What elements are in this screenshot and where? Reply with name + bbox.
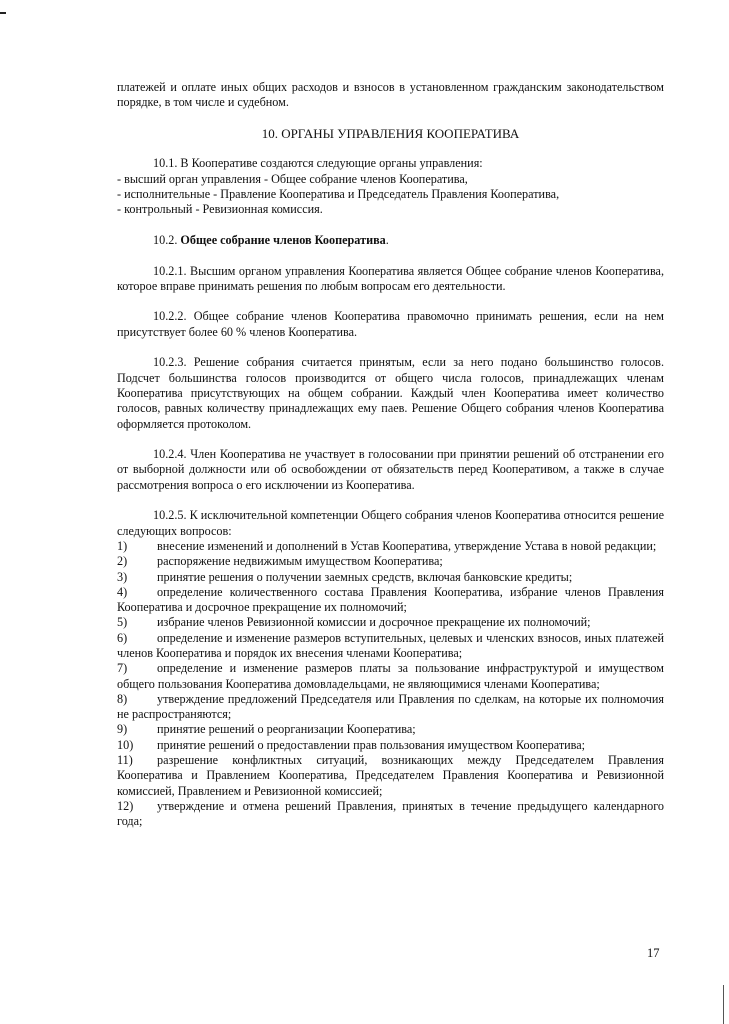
paragraph-10-2-title: Общее собрание членов Кооператива [180, 232, 386, 247]
paragraph-10-1-item-c: - контрольный - Ревизионная комиссия. [117, 202, 323, 217]
list-item [117, 615, 664, 630]
paragraph-10-1-item-a: - высший орган управления - Общее собрание членов Кооператива, [117, 171, 468, 186]
list-item-text: принятие решения о получении заемных средств, включая банковские кредиты; [157, 569, 573, 584]
intro-paragraph: платежей и оплате иных общих расходов и взносов в установленном гражданским законодательством порядке, в том числе и судебном. [117, 80, 664, 110]
page-number: 17 [647, 946, 660, 960]
list-item-number: 9) [117, 722, 128, 737]
scan-corner-mark [0, 12, 6, 14]
list-item-text: принятие решений о предоставлении прав пользования имуществом Кооператива; [157, 737, 586, 752]
list-item-text: определение и изменение размеров вступительных, целевых и членских взносов, иных платежей членов Кооператива и порядок их внесения членами Кооператива; [117, 630, 664, 660]
list-item [117, 661, 664, 692]
list-item-number: 2) [117, 554, 128, 569]
paragraph-10-2 [117, 233, 664, 248]
list-item-text: принятие решений о реорганизации Кооператива; [157, 722, 416, 737]
list-item [117, 722, 664, 737]
list-item-text: утверждение и отмена решений Правления, принятых в течение предыдущего календарного года; [117, 798, 664, 829]
paragraph-10-2-5: 10.2.5. К исключительной компетенции Общего собрания членов Кооператива относится решение следующих вопросов: [117, 508, 664, 538]
list-item [117, 570, 664, 585]
paragraph-10-2-2: 10.2.2. Общее собрание членов Кооператива правомочно принимать решения, если на нем присутствует более 60 % членов Кооператива. [117, 309, 664, 339]
scan-edge-line [723, 985, 724, 1024]
list-item-number: 3) [117, 569, 128, 584]
list-item-text: избрание членов Ревизионной комиссии и досрочное прекращение их полномочий; [157, 615, 591, 630]
list-item-text: разрешение конфликтных ситуаций, возникающих между Председателем Правления Кооператива и Правлением Кооператива, Председателем Правления Кооператива и Ревизионной комиссией, Правлением и Ревизионной комиссией; [117, 753, 664, 798]
list-item [117, 692, 664, 723]
list-item-number: 10) [117, 737, 134, 752]
list-item-text: утверждение предложений Председателя или Правления по сделкам, на которые их полномочия не распространяются; [117, 691, 664, 722]
paragraph-10-2-3: 10.2.3. Решение собрания считается принятым, если за него подано большинство голосов. Подсчет большинства голосов производится от общего числа голосов, принадлежащих членам Кооператива присутствующих на общем собрании. Каждый член Кооператива имеет количество голосов, равных количеству принадлежащих ему паев. Решение Общего собрания членов Кооператива оформляется протоколом. [117, 355, 664, 431]
document-body [117, 80, 664, 830]
competence-list [117, 539, 664, 830]
paragraph-10-2-4: 10.2.4. Член Кооператива не участвует в голосовании при принятии решений об отстранении его от выборной должности или об освобождении от обязательств перед Кооперативом, а также в случае рассмотрения вопроса о его исключении из Кооператива. [117, 447, 664, 492]
list-item [117, 554, 664, 569]
list-item-text: определение количественного состава Правления Кооператива, избрание членов Правления Кооператива и досрочное прекращение их полномочий; [117, 584, 664, 615]
list-item-number: 11) [117, 753, 133, 768]
list-item-text: внесение изменений и дополнений в Устав Кооператива, утверждение Устава в новой редакции; [157, 538, 657, 553]
list-item-number: 12) [117, 798, 134, 813]
list-item [117, 738, 664, 753]
list-item-number: 8) [117, 691, 128, 706]
list-item-number: 5) [117, 615, 128, 630]
list-item-number: 7) [117, 661, 128, 676]
list-item [117, 585, 664, 616]
section-title: 10. ОРГАНЫ УПРАВЛЕНИЯ КООПЕРАТИВА [261, 125, 520, 141]
list-item-number: 4) [117, 584, 128, 599]
list-item [117, 753, 664, 799]
paragraph-10-1-item-b: - исполнительные - Правление Кооператива и Председатель Правления Кооператива, [117, 187, 560, 202]
paragraph-10-2-number: 10.2. [153, 232, 181, 247]
paragraph-10-2-1: 10.2.1. Высшим органом управления Кооператива является Общее собрание членов Кооператива, которое вправе принимать решения по любым вопросам его деятельности. [117, 263, 664, 293]
list-item [117, 539, 664, 554]
list-item [117, 799, 664, 830]
list-item-number: 6) [117, 630, 128, 645]
paragraph-10-2-dot: . [385, 232, 389, 247]
list-item [117, 631, 664, 662]
paragraph-10-1: 10.1. В Кооперативе создаются следующие органы управления: [153, 156, 483, 171]
list-item-text: определение и изменение размеров платы за пользование инфраструктурой и имуществом общего пользования Кооператива домовладельцами, не являющимися членами Кооператива; [117, 661, 664, 691]
list-item-number: 1) [117, 538, 128, 553]
list-item-text: распоряжение недвижимым имуществом Кооператива; [157, 554, 443, 569]
